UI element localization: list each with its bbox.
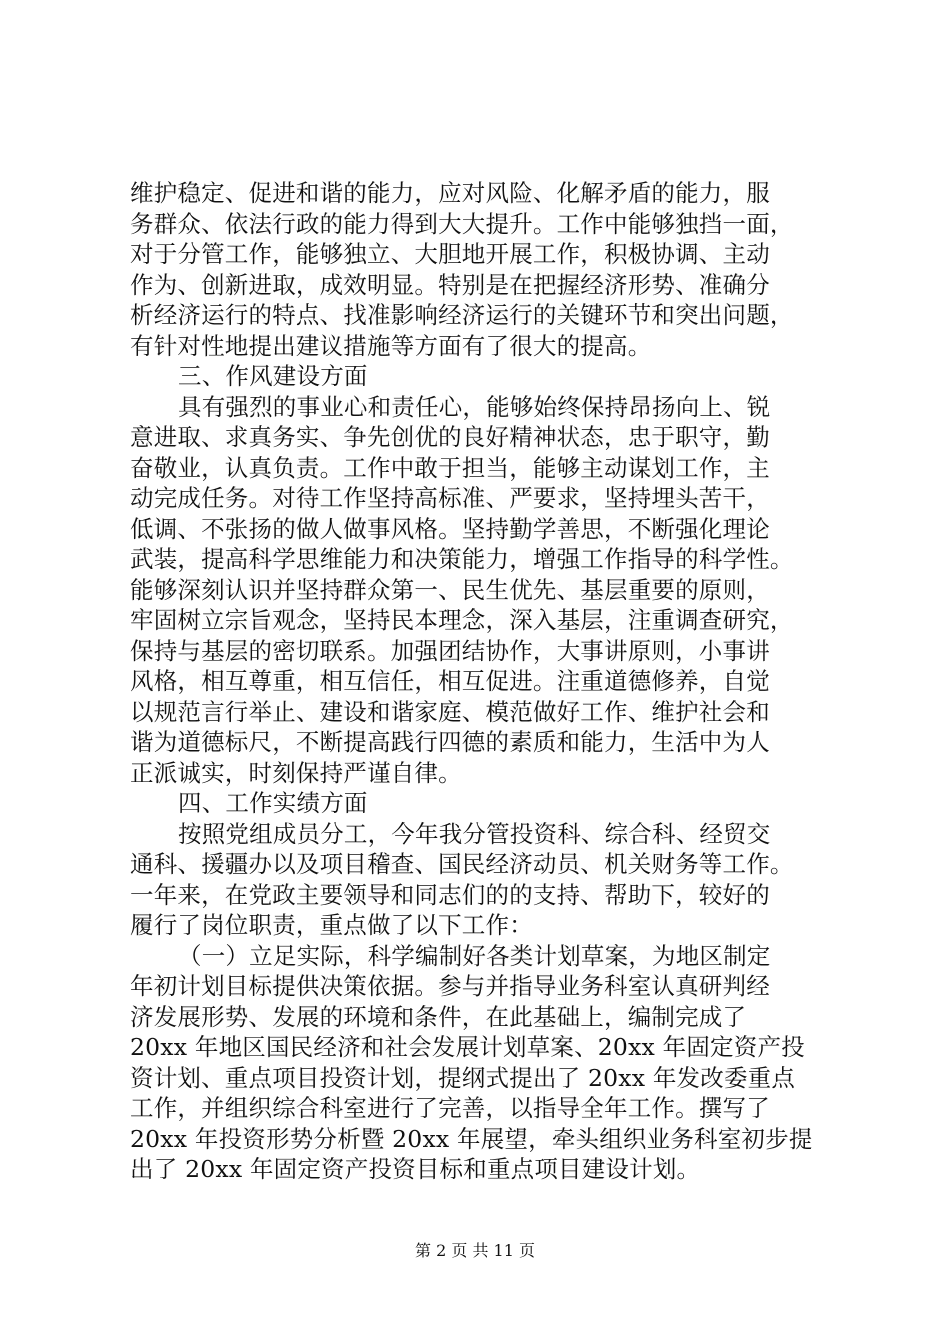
paragraph-line: 正派诚实，时刻保持严谨自律。 <box>130 758 462 787</box>
paragraph-line: 资计划、重点项目投资计划，提纲式提出了 20xx 年发改委重点 <box>130 1063 796 1092</box>
section-heading: 三、作风建设方面 <box>178 362 368 390</box>
paragraph-line: 能够深刻认识并坚持群众第一、民生优先、基层重要的原则， <box>130 575 770 604</box>
paragraph-line: 对于分管工作，能够独立、大胆地开展工作，积极协调、主动 <box>130 240 770 268</box>
document-body <box>130 178 830 1185</box>
paragraph-line: 意进取、求真务实、争先创优的良好精神状态，忠于职守，勤 <box>130 423 770 451</box>
paragraph-line: 低调、不张扬的做人做事风格。坚持勤学善思，不断强化理论 <box>130 514 770 543</box>
paragraph-line: 谐为道德标尺，不断提高践行四德的素质和能力，生活中为人 <box>130 728 770 756</box>
subsection-heading-line: （一）立足实际，科学编制好各类计划草案，为地区制定 <box>178 941 771 970</box>
paragraph-line: 武装，提高科学思维能力和决策能力，增强工作指导的科学性。 <box>130 545 794 573</box>
paragraph-line: 作为、创新进取，成效明显。特别是在把握经济形势、准确分 <box>130 270 770 299</box>
paragraph-line: 维护稳定、促进和谐的能力，应对风险、化解矛盾的能力，服 <box>130 179 770 207</box>
paragraph-line: 20xx 年地区国民经济和社会发展计划草案、20xx 年固定资产投 <box>130 1033 805 1061</box>
paragraph-line: 工作，并组织综合科室进行了完善，以指导全年工作。撰写了 <box>130 1094 770 1122</box>
paragraph-line: 保持与基层的密切联系。加强团结协作，大事讲原则，小事讲 <box>130 636 770 665</box>
paragraph-line: 一年来，在党政主要领导和同志们的的支持、帮助下，较好的 <box>130 880 770 909</box>
paragraph-line: 20xx 年投资形势分析暨 20xx 年展望，牵头组织业务科室初步提 <box>130 1124 813 1153</box>
paragraph-line: 履行了岗位职责，重点做了以下工作： <box>130 911 533 939</box>
paragraph-line: 牢固树立宗旨观念，坚持民本理念，深入基层，注重调查研究， <box>130 606 794 634</box>
paragraph-line: 动完成任务。对待工作坚持高标准、严要求，坚持埋头苦干， <box>130 484 770 512</box>
paragraph-line: 具有强烈的事业心和责任心，能够始终保持昂扬向上、锐 <box>178 392 771 421</box>
paragraph-line: 济发展形势、发展的环境和条件，在此基础上，编制完成了 <box>130 1002 747 1031</box>
page-number-footer: 第 2 页 共 11 页 <box>415 1241 535 1260</box>
paragraph-line: 务群众、依法行政的能力得到大大提升。工作中能够独挡一面， <box>130 209 794 238</box>
section-heading: 四、工作实绩方面 <box>178 789 368 817</box>
paragraph-line: 析经济运行的特点、找准影响经济运行的关键环节和突出问题， <box>130 301 794 329</box>
paragraph-line: 通科、援疆办以及项目稽查、国民经济动员、机关财务等工作。 <box>130 850 794 878</box>
paragraph-line: 风格，相互尊重，相互信任，相互促进。注重道德修养，自觉 <box>130 667 770 695</box>
paragraph-line: 年初计划目标提供决策依据。参与并指导业务科室认真研判经 <box>130 972 770 1000</box>
paragraph-line: 以规范言行举止、建设和谐家庭、模范做好工作、维护社会和 <box>130 697 770 726</box>
paragraph-line: 出了 20xx 年固定资产投资目标和重点项目建设计划。 <box>130 1155 701 1183</box>
paragraph-line: 按照党组成员分工，今年我分管投资科、综合科、经贸交 <box>178 819 771 848</box>
paragraph-line: 奋敬业，认真负责。工作中敢于担当，能够主动谋划工作，主 <box>130 453 770 482</box>
paragraph-line: 有针对性地提出建议措施等方面有了很大的提高。 <box>130 331 652 360</box>
